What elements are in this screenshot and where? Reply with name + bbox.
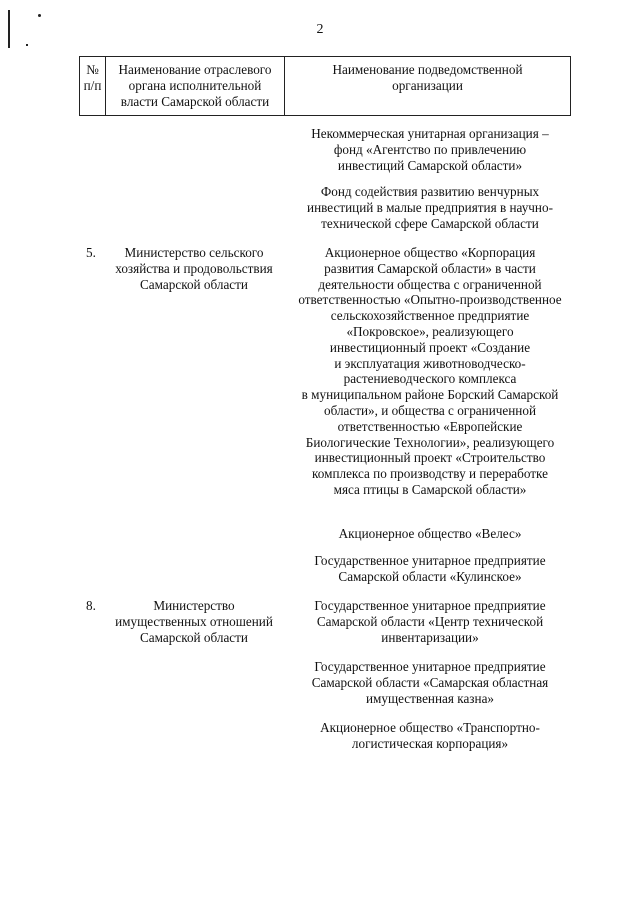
authority-cell: Министерство сельского хозяйства и продовольствия Самарской области bbox=[115, 245, 273, 292]
subordinate-org-cell: Фонд содействия развитию венчурных инвестиций в малые предприятия в научно- технической сфере Самарской области bbox=[307, 184, 553, 231]
scan-artifact bbox=[26, 44, 28, 46]
table-header bbox=[79, 56, 571, 116]
scan-artifact bbox=[8, 10, 10, 48]
subordinate-org-cell: Государственное унитарное предприятие Самарской области «Кулинское» bbox=[314, 553, 546, 584]
row-number: 8. bbox=[86, 598, 96, 613]
subordinate-org-cell: Государственное унитарное предприятие Самарской области «Центр технической инвентаризации» bbox=[314, 598, 546, 645]
subordinate-org-cell: Акционерное общество «Транспортно- логистическая корпорация» bbox=[320, 720, 540, 751]
subordinate-org-cell: Акционерное общество «Велес» bbox=[338, 526, 522, 541]
header-authority-column: Наименование отраслевого органа исполнительной власти Самарской области bbox=[106, 57, 285, 115]
header-number-column: № п/п bbox=[80, 57, 106, 115]
authority-cell: Министерство имущественных отношений Самарской области bbox=[115, 598, 273, 645]
subordinate-org-cell: Акционерное общество «Корпорация развития Самарской области» в части деятельности общества с ограниченной ответственностью «Опытно-производственное сельскохозяйственное предприятие «Покровское», реализующего инвестиционный проект «Создание и эксплуатация животноводческо- растениеводческого комплекса в муниципальном районе Борский Самарской области», и общества с ограниченной ответственностью «Европейские Биологические Технологии», реализующего инвестиционный проект «Строительство комплекса по производству и переработке мяса птицы в Самарской области» bbox=[298, 245, 562, 497]
scan-artifact bbox=[38, 14, 41, 17]
subordinate-org-cell: Некоммерческая унитарная организация – фонд «Агентство по привлечению инвестиций Самарской области» bbox=[311, 126, 549, 173]
row-number: 5. bbox=[86, 245, 96, 260]
subordinate-org-cell: Государственное унитарное предприятие Самарской области «Самарская областная имущественная казна» bbox=[311, 659, 549, 706]
page-number: 2 bbox=[316, 22, 324, 37]
header-subordinate-column: Наименование подведомственной организации bbox=[332, 62, 523, 93]
